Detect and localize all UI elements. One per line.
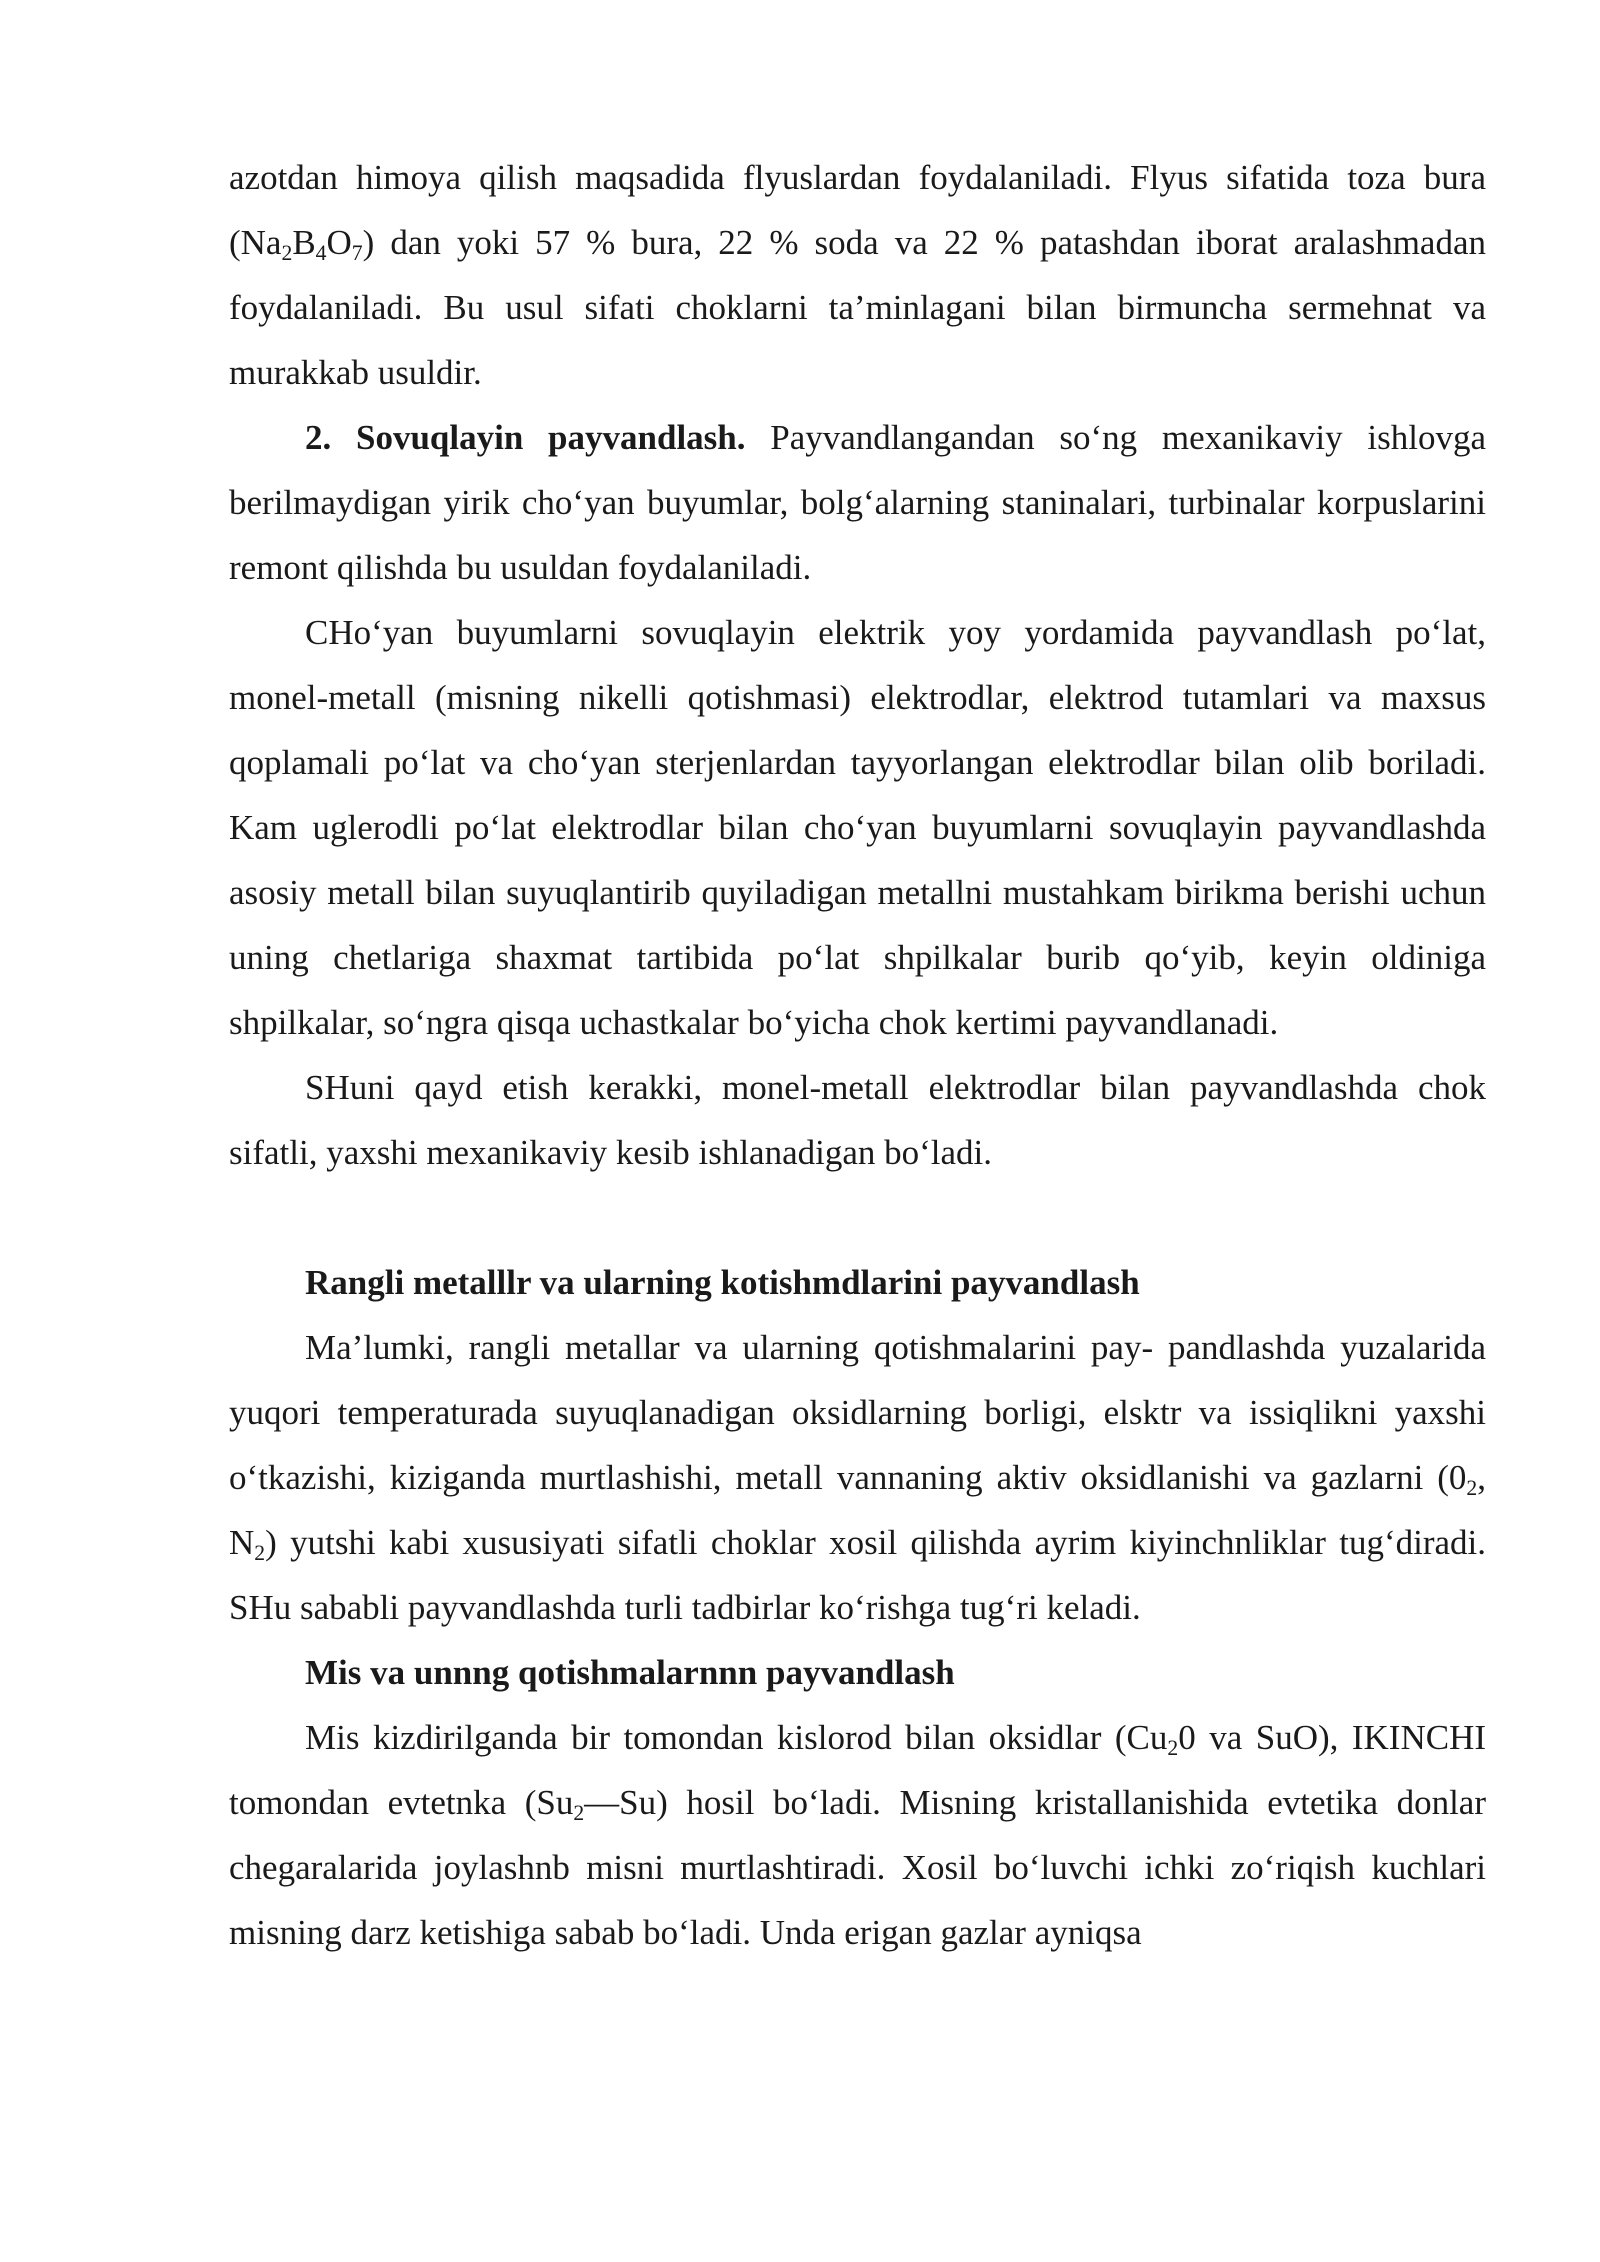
paragraph-copper	[229, 1705, 1486, 1965]
paragraph-monel: SHuni qayd etish kerakki, monel-metall elektrodlar bilan payvandlashda chok sifatli, yaxshi mexanikaviy kesib ishlanadigan bo‘ladi.	[229, 1068, 1486, 1172]
text-run: B	[292, 223, 316, 262]
text-run: ) dan yoki 57 % bura, 22 % soda va 22 % patashdan iborat aralashmadan foydalaniladi. Bu usul sifati choklarni ta’minlagani bilan birmuncha sermehnat va murakkab usuldir.	[229, 223, 1486, 392]
section-heading-nonferrous: Rangli metalllr va ularning kotishmdlarini payvandlash	[305, 1263, 1140, 1302]
subscript: 2	[281, 241, 293, 266]
text-run: 0 va SuO), IKINCHI tomondan evtetnka (Su	[229, 1718, 1487, 1822]
subscript: 2	[1167, 1736, 1179, 1761]
text-run: Ma’lumki, rangli metallar va ularning qotishmalarini pay- pandlashda yuzalarida yuqori temperaturada suyuqlanadigan oksidlarning borligi, elsktr va issiqlikni yaxshi o‘tkazishi, kiziganda murtlashishi, metall vannaning aktiv oksidlanishi va gazlarni (0	[229, 1328, 1486, 1497]
subscript: 7	[351, 241, 363, 266]
paragraph-cast-iron: CHo‘yan buyumlarni sovuqlayin elektrik yoy yordamida payvandlash po‘lat, monel-metall (misning nikelli qotishmasi) elektrodlar, elektrod tutamlari va maxsus qoplamali po‘lat va cho‘yan sterjenlardan tayyorlangan elektrodlar bilan olib boriladi. Kam uglerodli po‘lat elektrodlar bilan cho‘yan buyumlarni sovuqlayin payvandlashda asosiy metall bilan suyuqlantirib quyiladigan metallni mustahkam birikma berishi uchun uning chetlariga shaxmat tartibida po‘lat shpilkalar burib qo‘yib, keyin oldiniga shpilkalar, so‘ngra qisqa uchastkalar bo‘yicha chok kertimi payvandlanadi.	[229, 613, 1486, 1042]
text-run: Payvandlangandan so‘ng mexanikaviy ishlovga berilmaydigan yirik cho‘yan buyumlar, bolg‘alarning staninalari, turbinalar korpuslarini remont qilishda bu usuldan foydalaniladi.	[229, 418, 1486, 587]
subscript: 4	[315, 241, 327, 266]
paragraph-nonferrous	[229, 1315, 1486, 1640]
text-run: , N	[229, 1458, 1486, 1562]
text-run: azotdan himoya qilish maqsadida flyuslardan foydalaniladi. Flyus sifatida toza bura (Na	[229, 158, 1486, 262]
text-run: O	[326, 223, 352, 262]
section-heading-copper: Mis va unnng qotishmalarnnn payvandlash	[305, 1653, 955, 1692]
text-run: —Su) hosil bo‘ladi. Misning kristallanishida evtetika donlar chegaralarida joylashnb misni murtlashtiradi. Xosil bo‘luvchi ichki zo‘riqish kuchlari misning darz ketishiga sabab bo‘ladi. Unda erigan gazlar ayniqsa	[229, 1783, 1486, 1952]
document-body	[229, 145, 1486, 1965]
paragraph-flux	[229, 145, 1486, 405]
subscript: 2	[573, 1801, 585, 1826]
text-run: ) yutshi kabi xususiyati sifatli choklar xosil qilishda ayrim kiyinchnliklar tug‘diradi. SHu sababli payvandlashda turli tadbirlar ko‘rishga tug‘ri keladi.	[229, 1523, 1486, 1627]
paragraph-cold-welding	[229, 405, 1486, 600]
section-lead-title: 2. Sovuqlayin payvandlash.	[305, 418, 746, 457]
subscript: 2	[254, 1541, 266, 1566]
spacer	[229, 1185, 1486, 1250]
text-run: Mis kizdirilganda bir tomondan kislorod bilan oksidlar (Cu	[305, 1718, 1168, 1757]
subscript: 2	[1466, 1476, 1478, 1501]
